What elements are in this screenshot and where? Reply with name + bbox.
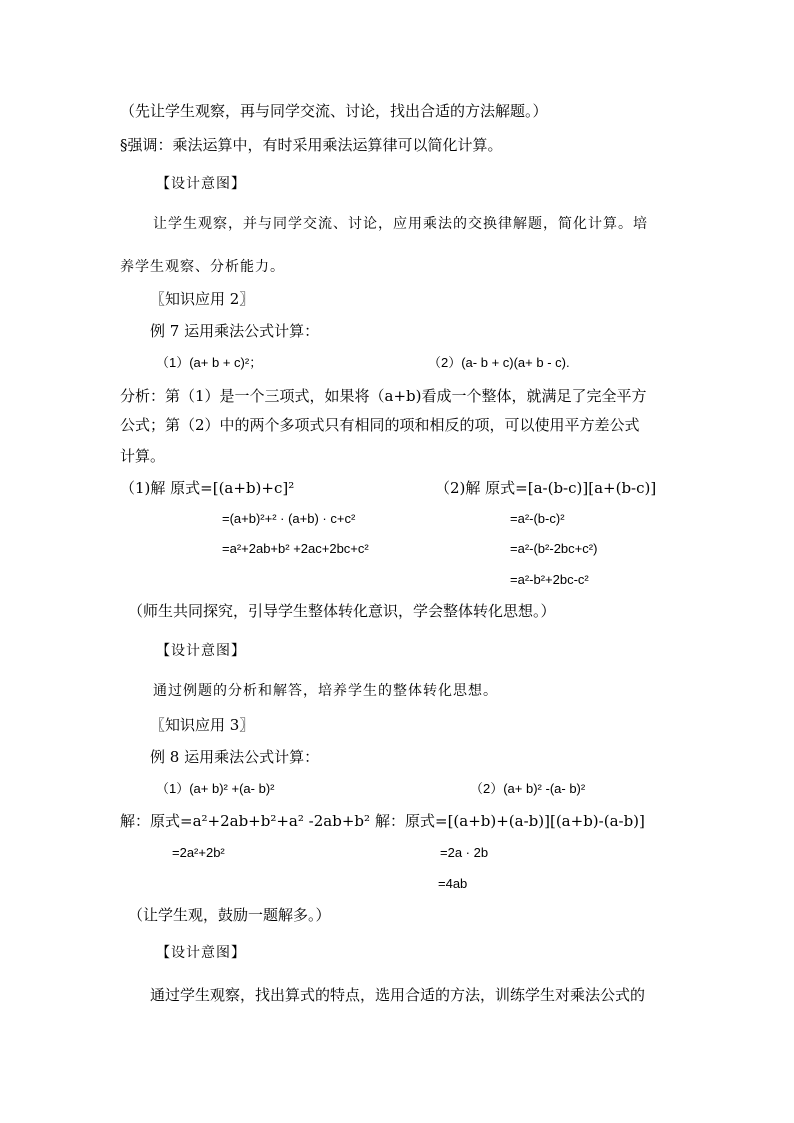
text-line: 通过学生观察，找出算式的特点，选用合适的方法，训练学生对乘法公式的: [150, 986, 646, 1004]
section-heading: 【设计意图】: [156, 945, 246, 961]
section-heading: 〖知识应用 3〗: [150, 716, 255, 734]
text-line: 通过例题的分析和解答，培养学生的整体转化思想。: [153, 683, 498, 699]
math-line: =2a · 2b: [440, 845, 489, 860]
text-line: 公式；第（2）中的两个多项式只有相同的项和相反的项，可以使用平方差公式: [120, 416, 640, 434]
math-line: =a²-b²+2bc-c²: [510, 572, 589, 587]
section-heading: 【设计意图】: [156, 176, 246, 192]
math-line: （1）(a+ b)² +(a- b)²: [156, 781, 275, 796]
math-line: 解：原式=[(a+b)+(a-b)][(a+b)-(a-b)]: [375, 812, 645, 830]
math-line: （2）(a- b + c)(a+ b - c).: [428, 355, 570, 370]
example-title: 例 7 运用乘法公式计算：: [150, 322, 320, 340]
text-line: 让学生观察，并与同学交流、讨论，应用乘法的交换律解题，简化计算。培: [153, 216, 648, 232]
example-title: 例 8 运用乘法公式计算：: [150, 748, 320, 766]
math-line: =(a+b)²+² · (a+b) · c+c²: [222, 511, 356, 526]
section-heading: 〖知识应用 2〗: [150, 290, 255, 308]
math-line: =4ab: [438, 876, 468, 891]
math-line: （2)解 原式=[a-(b-c)][a+(b-c)]: [435, 479, 657, 497]
text-line: （师生共同探究，引导学生整体转化意识，学会整体转化思想。）: [128, 602, 556, 620]
math-line: =a²-(b-c)²: [510, 511, 565, 526]
text-line: §强调：乘法运算中，有时采用乘法运算律可以简化计算。: [120, 136, 503, 154]
text-line: 分析：第（1）是一个三项式，如果将（a+b)看成一个整体，就满足了完全平方: [120, 387, 647, 405]
math-line: 解：原式=a²+2ab+b²+a² -2ab+b²: [120, 812, 370, 830]
section-heading: 【设计意图】: [156, 643, 246, 659]
text-line: 养学生观察、分析能力。: [120, 259, 285, 275]
math-line: （1）(a+ b + c)²；: [156, 355, 263, 370]
math-line: =a²+2ab+b² +2ac+2bc+c²: [222, 541, 369, 556]
math-line: （1)解 原式=[(a+b)+c]²: [120, 479, 295, 497]
math-line: =2a²+2b²: [172, 845, 225, 860]
math-line: =a²-(b²-2bc+c²): [510, 541, 598, 556]
text-line: 计算。: [120, 447, 166, 465]
text-line: （先让学生观察，再与同学交流、讨论，找出合适的方法解题。）: [120, 102, 548, 120]
math-line: （2）(a+ b)² -(a- b)²: [470, 781, 586, 796]
text-line: （让学生观，鼓励一题解多。）: [128, 906, 331, 924]
